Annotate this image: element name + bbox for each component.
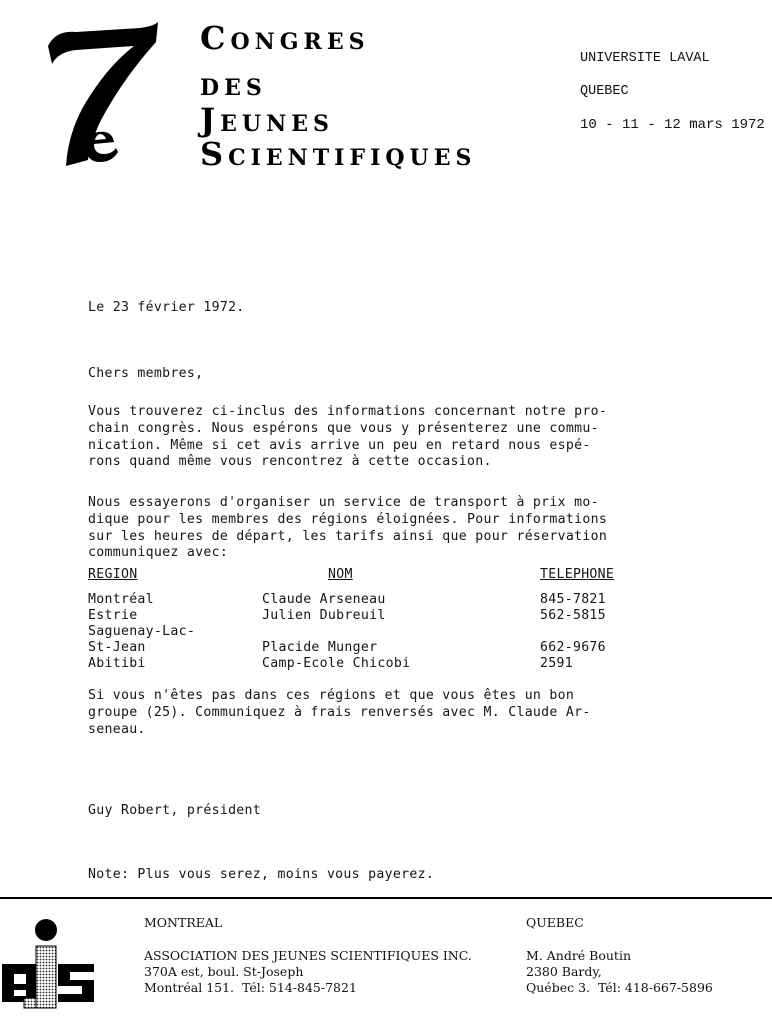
cell-region: St-Jean: [88, 640, 146, 655]
footnote: Note: Plus vous serez, moins vous payerez.: [88, 867, 435, 882]
montreal-office-title: MONTREAL: [144, 915, 223, 930]
paragraph-other-regions: Si vous n'êtes pas dans ces régions et que vous êtes un bon groupe (25). Communiquez à frais renversés avec M. Claude Ar- seneau.: [88, 688, 591, 737]
ajs-logo: [0, 916, 98, 1016]
congress-number-logo: [42, 2, 162, 172]
venue-city: QUEBEC: [580, 84, 629, 99]
letter-greeting: Chers membres,: [88, 366, 204, 381]
montreal-office-address: ASSOCIATION DES JEUNES SCIENTIFIQUES INC. 370A est, boul. St-Joseph Montréal 151. Tél: 514-845-7821: [144, 948, 472, 995]
cell-region: Montréal: [88, 592, 154, 607]
header-region: REGION: [88, 567, 138, 582]
quebec-office-title: QUEBEC: [526, 915, 584, 930]
title-line-scientifiques: Scientifiques: [200, 135, 477, 173]
cell-region: Abitibi: [88, 656, 146, 671]
cell-nom: Camp-Ecole Chicobi: [262, 656, 411, 671]
header-telephone: TELEPHONE: [540, 567, 615, 582]
quebec-office-address: M. André Boutin 2380 Bardy, Québec 3. Tél: 418-667-5896: [526, 948, 713, 995]
congress-dates: 10 - 11 - 12 mars 1972: [580, 117, 765, 133]
cell-telephone: 845-7821: [540, 592, 606, 607]
cell-telephone: 662-9676: [540, 640, 606, 655]
cell-nom: Placide Munger: [262, 640, 378, 655]
venue-name: UNIVERSITE LAVAL: [580, 51, 710, 66]
cell-region: Saguenay-Lac-: [88, 624, 196, 639]
title-line-des: des: [200, 65, 267, 103]
cell-nom: Claude Arseneau: [262, 592, 386, 607]
cell-region: Estrie: [88, 608, 138, 623]
footer-divider: [0, 897, 772, 899]
signature: Guy Robert, président: [88, 803, 262, 818]
paragraph-transport: Nous essayerons d'organiser un service de transport à prix mo- dique pour les membres des régions éloignées. Pour informations sur les heures de départ, les tarifs ainsi que pour réservation communiquez avec:: [88, 495, 608, 561]
header-nom: NOM: [328, 567, 353, 582]
cell-telephone: 2591: [540, 656, 573, 671]
title-line-congres: Congres: [200, 19, 370, 57]
title-line-jeunes: Jeunes: [200, 101, 334, 139]
letter-date: Le 23 février 1972.: [88, 300, 245, 315]
cell-telephone: 562-5815: [540, 608, 606, 623]
paragraph-intro: Vous trouverez ci-inclus des informations concernant notre pro- chain congrès. Nous espérons que vous y présenterez une commu- nication. Même si cet avis arrive un peu en retard nous espé- rons quand même vous rencontrez à cette occasion.: [88, 404, 608, 470]
cell-nom: Julien Dubreuil: [262, 608, 386, 623]
